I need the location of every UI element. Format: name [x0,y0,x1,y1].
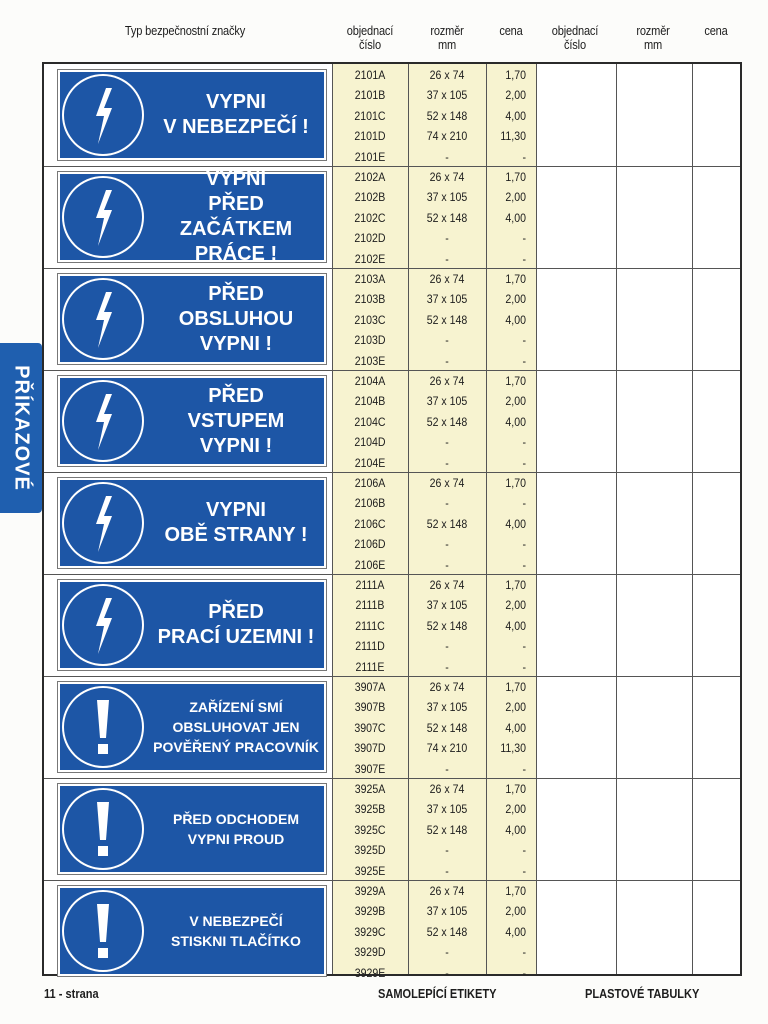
product-table [42,62,742,980]
header-order-number-1: objednací číslo [346,23,394,52]
safety-sign [58,682,326,772]
column-divider [486,64,487,974]
order-numbers: 3925A 3925B 3925C 3925D 3925E [354,782,386,878]
prices: 1,70 2,00 4,00 11,30 - [500,68,526,164]
order-numbers: 2104A 2104B 2104C 2104D 2104E [354,374,386,470]
category-label: PŘÍKAZOVÉ [10,365,33,491]
header-size-2: rozměr mm [636,23,670,52]
safety-sign [58,478,326,568]
safety-sign [58,886,326,976]
header-order-number-2: objednací číslo [551,23,599,52]
sizes-mm: 26 x 74 37 x 105 52 x 148 - - [426,578,468,674]
sizes-mm: 26 x 74 37 x 105 52 x 148 - - [426,884,468,980]
sizes-mm: 26 x 74 37 x 105 52 x 148 74 x 210 - [426,68,468,164]
lightning-icon [62,176,144,258]
sizes-mm: 26 x 74 37 x 105 52 x 148 - - [426,272,468,368]
footer-self-adhesive-labels: SAMOLEPÍCÍ ETIKETY [378,986,497,1001]
category-side-tab [0,343,42,513]
prices: 1,70 - 4,00 - - [505,476,526,572]
lightning-icon [62,380,144,462]
column-divider [616,64,617,974]
safety-sign [58,70,326,160]
safety-sign [58,274,326,364]
prices: 1,70 2,00 4,00 - - [505,884,526,980]
lightning-icon [62,74,144,156]
sizes-mm: 26 x 74 - 52 x 148 - - [426,476,468,572]
sign-text: PŘED VSTUPEM VYPNI ! [187,384,285,457]
safety-sign [58,580,326,670]
prices: 1,70 2,00 4,00 - - [505,170,526,266]
sizes-mm: 26 x 74 37 x 105 52 x 148 74 x 210 - [426,680,468,776]
safety-sign [58,376,326,466]
sign-text: PŘED PRACÍ UZEMNI ! [157,601,315,648]
header-sign-type: Typ bezpečnostní značky [124,23,246,38]
column-divider [692,64,693,974]
sign-text: VYPNI V NEBEZPEČÍ ! [163,91,309,138]
header-price-1: cena [499,23,523,38]
sizes-mm: 26 x 74 37 x 105 52 x 148 - - [426,782,468,878]
page-number: 11 - strana [44,986,99,1001]
exclamation-icon [62,686,144,768]
sign-text: PŘED ODCHODEM VYPNI PROUD [172,811,299,847]
safety-sign [58,168,326,265]
sizes-mm: 26 x 74 37 x 105 52 x 148 - - [426,374,468,470]
lightning-icon [62,482,144,564]
exclamation-icon [62,890,144,972]
order-numbers: 2102A 2102B 2102C 2102D 2102E [354,170,386,266]
lightning-icon [62,584,144,666]
sign-text: VYPNI OBĚ STRANY ! [164,499,308,546]
order-numbers: 2111A 2111B 2111C 2111D 2111E [355,578,385,674]
sign-text: PŘED OBSLUHOU VYPNI ! [178,282,294,355]
lightning-icon [62,278,144,360]
sign-text: ZAŘÍZENÍ SMÍ OBSLUHOVAT JEN POVĚŘENÝ PRACOVNÍK [153,699,319,755]
prices: 1,70 2,00 4,00 - - [505,374,526,470]
footer-plastic-signs: PLASTOVÉ TABULKY [585,986,700,1001]
order-numbers: 3907A 3907B 3907C 3907D 3907E [354,680,386,776]
order-numbers: 3929A 3929B 3929C 3929D 3929E [354,884,386,980]
order-numbers: 2106A 2106B 2106C 2106D 2106E [354,476,386,572]
header-size-1: rozměr mm [430,23,464,52]
prices: 1,70 2,00 4,00 - - [505,782,526,878]
prices: 1,70 2,00 4,00 - - [505,578,526,674]
prices: 1,70 2,00 4,00 - - [505,272,526,368]
header-price-2: cena [704,23,728,38]
column-divider [332,64,333,974]
sizes-mm: 26 x 74 37 x 105 52 x 148 - - [426,170,468,266]
sign-text: VYPNI PŘED ZAČÁTKEM PRÁCE ! [179,168,293,265]
safety-sign [58,784,326,874]
column-divider [408,64,409,974]
order-numbers: 2103A 2103B 2103C 2103D 2103E [354,272,386,368]
exclamation-icon [62,788,144,870]
prices: 1,70 2,00 4,00 11,30 - [500,680,526,776]
column-divider [536,64,537,974]
sign-text: V NEBEZPEČÍ STISKNI TLAČÍTKO [171,913,301,949]
order-numbers: 2101A 2101B 2101C 2101D 2101E [354,68,386,164]
